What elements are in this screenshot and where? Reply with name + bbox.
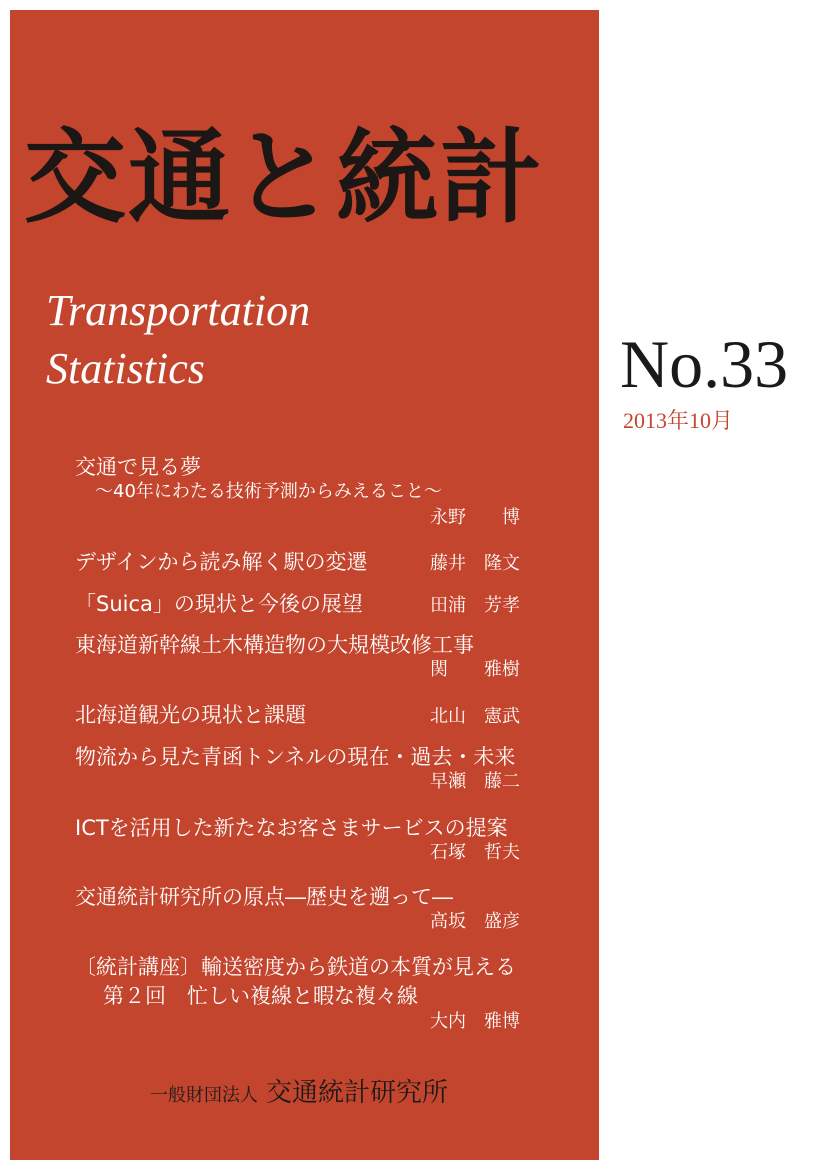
article-title: 交通で見る夢 [75,455,201,479]
article-author: 関 雅樹 [430,659,520,680]
article-title: 北海道観光の現状と課題 [75,703,306,727]
article-title: 「Suica」の現状と今後の展望 [75,592,363,616]
article-title: 交通統計研究所の原点―歴史を遡って― [75,885,453,909]
article-author: 大内 雅博 [430,1011,520,1032]
article-author: 田浦 芳孝 [430,595,520,616]
journal-title-en-line2: Statistics [46,344,205,393]
article-title: 物流から見た青函トンネルの現在・過去・未来 [75,745,516,769]
article-author: 石塚 哲夫 [430,842,520,863]
article-subtitle: 第２回 忙しい複線と暇な複々線 [103,984,418,1008]
publisher-type: 一般財団法人 [150,1085,258,1106]
article-author: 早瀬 藤二 [430,771,520,792]
article-title: 〔統計講座〕輸送密度から鉄道の本質が見える [75,955,516,979]
journal-title-en-line1: Transportation [46,286,311,335]
journal-title-ja: 交通と統計 [24,119,544,238]
article-author: 藤井 隆文 [430,553,520,574]
issue-number: No.33 [620,326,789,402]
article-title: ICTを活用した新たなお客さまサービスの提案 [75,816,508,840]
article-title: 東海道新幹線土木構造物の大規模改修工事 [75,633,474,657]
article-title: デザインから読み解く駅の変遷 [75,550,368,574]
issue-date: 2013年10月 [623,408,734,433]
article-author: 永野 博 [430,507,520,528]
publisher-name: 交通統計研究所 [266,1078,449,1108]
article-author: 高坂 盛彦 [430,911,520,932]
article-subtitle: ～40年にわたる技術予測からみえること～ [95,481,442,502]
article-author: 北山 憲武 [430,706,520,727]
publisher [150,1080,448,1106]
